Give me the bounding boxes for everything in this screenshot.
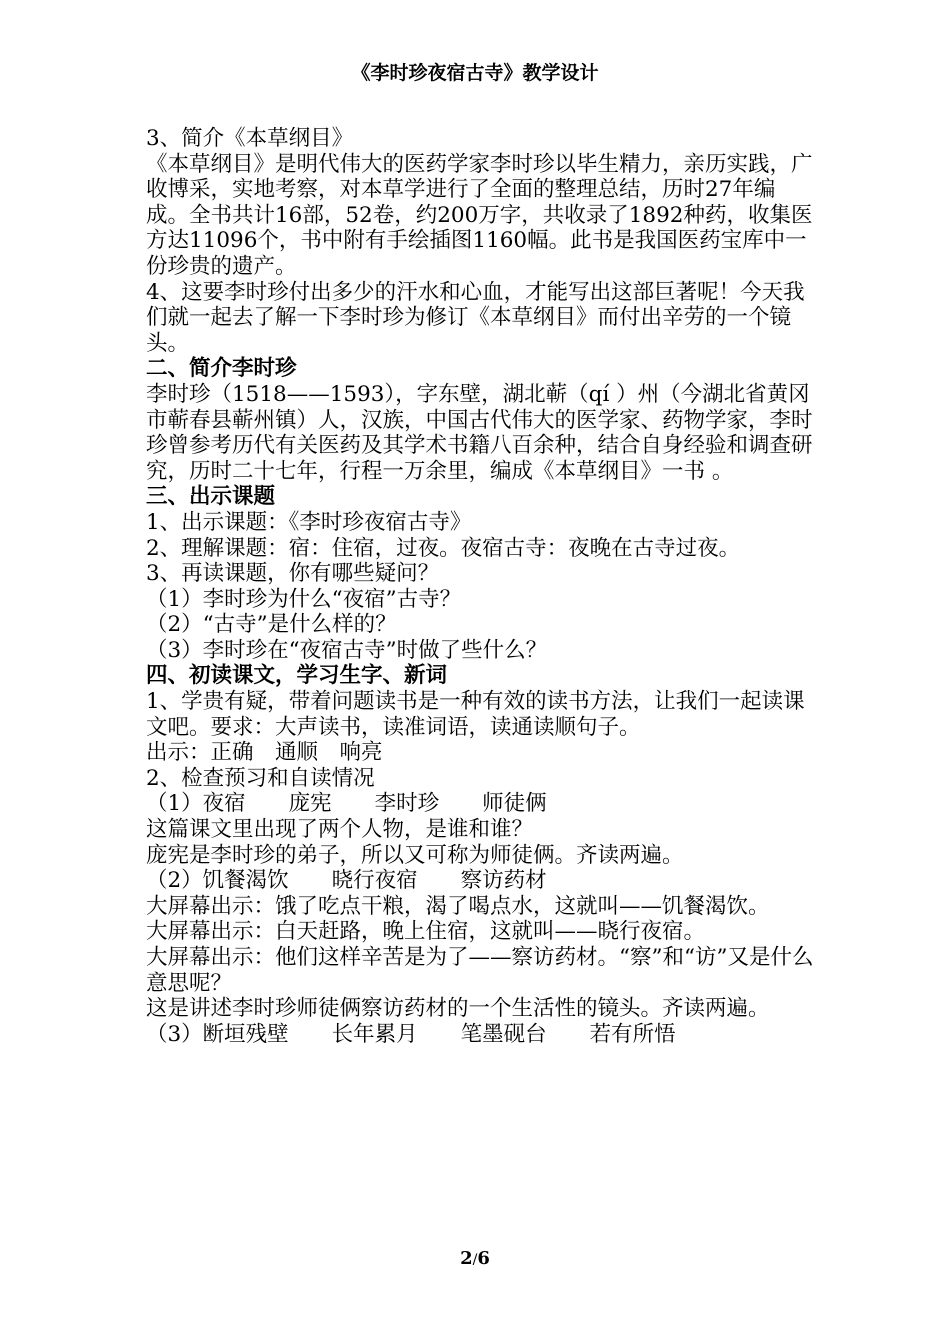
paragraph-line: 1、学贵有疑，带着问题读书是一种有效的读书方法，让我们一起读课文吧。要求：大声读书，读准词语，读通读顺句子。 (146, 689, 805, 740)
page-total: 6 (477, 1248, 490, 1269)
section-heading: 四、初读课文，学习生字、新词 (146, 663, 448, 689)
paragraph-line: （2）饥餐渴饮 晓行夜宿 察访药材 (146, 868, 547, 894)
paragraph-line: 这篇课文里出现了两个人物，是谁和谁？ (146, 817, 534, 843)
section-heading: 二、简介李时珍 (146, 356, 297, 382)
paragraph-line: （3）断垣残壁 长年累月 笔墨砚台 若有所悟 (146, 1021, 676, 1047)
paragraph-line: 李时珍（1518——1593），字东壁，湖北蕲（qí ）州（今湖北省黄冈市蕲春县蕲州镇）人，汉族，中国古代伟大的医学家、药物学家，李时珍曾参考历代有关医药及其学术书籍八百余种，结合自身经验和调查研究，历时二十七年，行程一万余里，编成《本草纲目》一书 。 (146, 381, 813, 484)
paragraph-line: （3）李时珍在“夜宿古寺”时做了些什么？ (146, 637, 548, 663)
section-heading: 三、出示课题 (146, 484, 276, 510)
paragraph-line: 大屏幕出示：饿了吃点干粮，渴了喝点水，这就叫——饥餐渴饮。 (146, 893, 770, 919)
paragraph-line: 出示：正确 通顺 响亮 (146, 740, 383, 766)
page-number (0, 1248, 950, 1269)
paragraph-line: 这是讲述李时珍师徒俩察访药材的一个生活性的镜头。齐读两遍。 (146, 996, 770, 1022)
paragraph-line: 《本草纲目》是明代伟大的医药学家李时珍以毕生精力，亲历实践，广收博采，实地考察，对本草学进行了全面的整理总结，历时27年编成。全书共计16部，52卷，约200万字，共收录了1892种药，收集医方达11096个，书中附有手绘插图1160幅。此书是我国医药宝库中一份珍贵的遗产。 (146, 151, 813, 279)
paragraph-line: 2、理解课题：宿：住宿，过夜。夜宿古寺：夜晚在古寺过夜。 (146, 535, 741, 561)
paragraph-line: 2、检查预习和自读情况 (146, 765, 375, 791)
page-title: 《李时珍夜宿古寺》教学设计 (351, 62, 599, 84)
paragraph-line: 1、出示课题：《李时珍夜宿古寺》 (146, 509, 472, 535)
document-body (146, 126, 816, 1047)
page-current: 2 (460, 1248, 473, 1269)
paragraph-line: 4、这要李时珍付出多少的汗水和心血，才能写出这部巨著呢！今天我们就一起去了解一下李时珍为修订《本草纲目》而付出辛劳的一个镜头。 (146, 279, 805, 356)
paragraph-line: （1）李时珍为什么“夜宿”古寺？ (146, 586, 462, 612)
paragraph-line: （2）“古寺”是什么样的？ (146, 612, 397, 638)
paragraph-line: 大屏幕出示：他们这样辛苦是为了——察访药材。“察”和“访”又是什么意思呢？ (146, 945, 814, 996)
paragraph-line: 庞宪是李时珍的弟子，所以又可称为师徒俩。齐读两遍。 (146, 842, 684, 868)
paragraph-line: 大屏幕出示：白天赶路，晚上住宿，这就叫——晓行夜宿。 (146, 919, 706, 945)
paragraph-line: （1）夜宿 庞宪 李时珍 师徒俩 (146, 791, 547, 817)
paragraph-line: 3、简介《本草纲目》 (146, 126, 354, 151)
page-separator: / (472, 1252, 478, 1268)
paragraph-line: 3、再读课题，你有哪些疑问？ (146, 561, 440, 587)
